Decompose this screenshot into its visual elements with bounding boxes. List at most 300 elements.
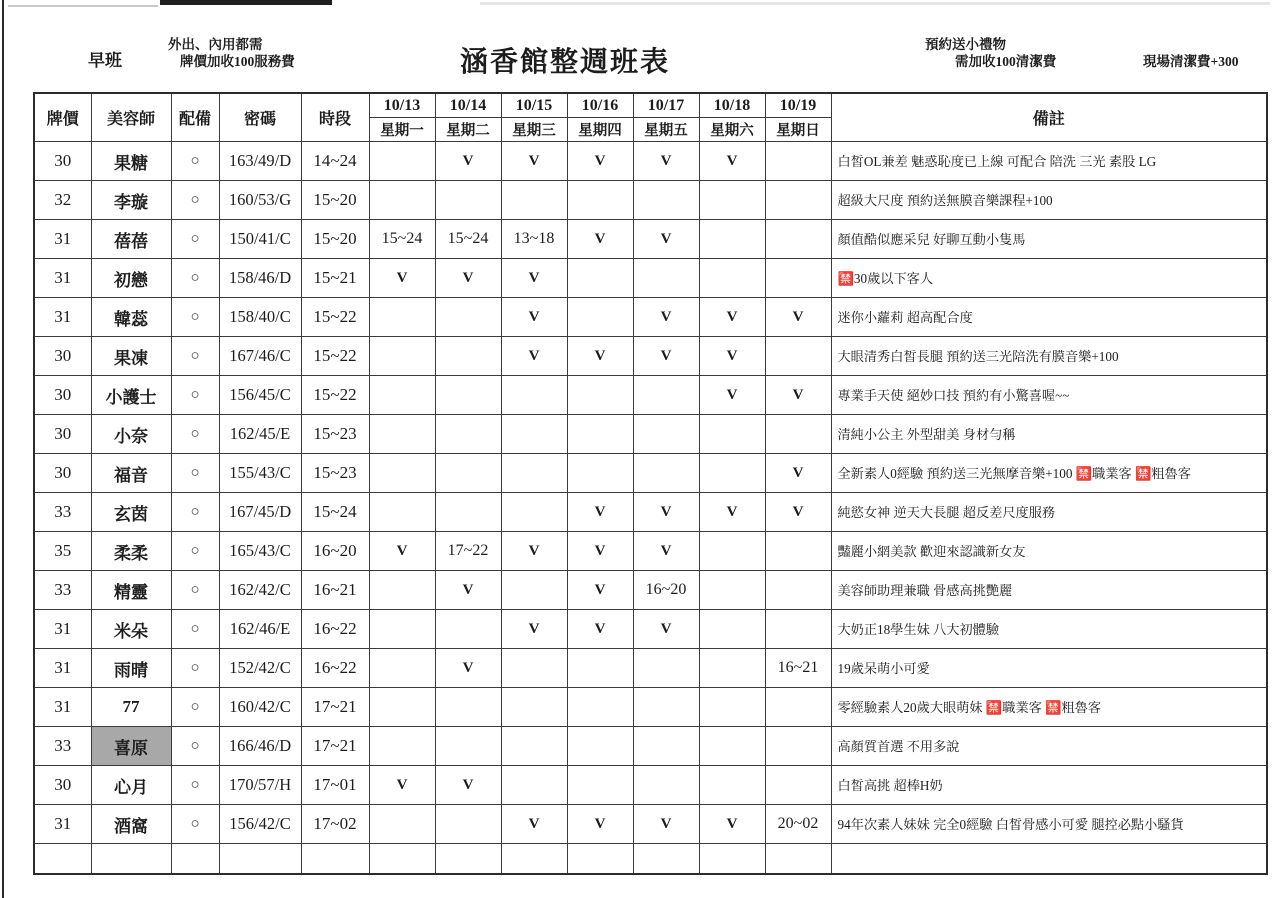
equipment-circle-cell: ○: [171, 493, 219, 532]
hours-cell: 17~01: [301, 766, 369, 805]
weekday-header: 星期四: [567, 118, 633, 142]
equipment-circle-cell: ○: [171, 649, 219, 688]
hours-cell: 16~20: [301, 532, 369, 571]
schedule-cell: 15~24: [435, 220, 501, 259]
beautician-name-cell: 喜原: [91, 727, 171, 766]
schedule-cell: [765, 688, 831, 727]
schedule-cell: [699, 688, 765, 727]
schedule-cell: [633, 727, 699, 766]
hours-cell: 15~23: [301, 454, 369, 493]
price-cell: 30: [34, 337, 91, 376]
equipment-circle-cell: ○: [171, 259, 219, 298]
hours-cell: 16~21: [301, 571, 369, 610]
schedule-cell: [369, 610, 435, 649]
beautician-name-cell: 韓蕊: [91, 298, 171, 337]
price-cell: [34, 844, 91, 874]
schedule-cell: [435, 415, 501, 454]
scan-artifact-dark: [160, 0, 332, 5]
table-row: [34, 493, 1267, 532]
hours-cell: 15~22: [301, 298, 369, 337]
schedule-cell: [699, 415, 765, 454]
schedule-cell: [501, 181, 567, 220]
hours-cell: 15~22: [301, 376, 369, 415]
schedule-cell: [633, 844, 699, 874]
price-cell: 30: [34, 376, 91, 415]
equipment-circle-cell: ○: [171, 220, 219, 259]
table-row: [34, 298, 1267, 337]
code-cell: 165/43/C: [219, 532, 301, 571]
service-fee-note-line2: 牌價加收100服務費: [180, 54, 295, 69]
schedule-cell: V: [765, 493, 831, 532]
beautician-name-cell: 果凍: [91, 337, 171, 376]
schedule-cell: [435, 298, 501, 337]
remark-cell: 迷你小蘿莉 超高配合度: [831, 298, 1267, 337]
remark-cell: 全新素人0經驗 預約送三光無摩音樂+100 🈲職業客 🈲粗魯客: [831, 454, 1267, 493]
hours-cell: 15~20: [301, 181, 369, 220]
schedule-cell: V: [567, 805, 633, 844]
remark-cell: 高顏質首選 不用多說: [831, 727, 1267, 766]
schedule-cell: [435, 844, 501, 874]
date-header: 10/15: [501, 93, 567, 118]
schedule-cell: V: [633, 337, 699, 376]
schedule-cell: [633, 415, 699, 454]
schedule-cell: [699, 649, 765, 688]
code-cell: 167/46/C: [219, 337, 301, 376]
schedule-cell: V: [567, 610, 633, 649]
code-cell: 162/45/E: [219, 415, 301, 454]
schedule-cell: V: [567, 142, 633, 181]
schedule-cell: [567, 298, 633, 337]
hours-cell: 15~20: [301, 220, 369, 259]
schedule-cell: [567, 454, 633, 493]
scan-artifact-light: [8, 5, 158, 7]
schedule-cell: [501, 493, 567, 532]
price-cell: 33: [34, 493, 91, 532]
schedule-cell: V: [633, 220, 699, 259]
schedule-cell: V: [699, 142, 765, 181]
remark-cell: 白皙高挑 超棒H奶: [831, 766, 1267, 805]
schedule-cell: [699, 220, 765, 259]
onsite-cleaning-fee-note: 現場清潔費+300: [1143, 54, 1239, 69]
schedule-cell: [633, 649, 699, 688]
schedule-cell: [567, 181, 633, 220]
schedule-cell: [369, 376, 435, 415]
schedule-cell: V: [501, 337, 567, 376]
code-cell: 160/53/G: [219, 181, 301, 220]
schedule-cell: [435, 727, 501, 766]
schedule-cell: [699, 727, 765, 766]
code-cell: 155/43/C: [219, 454, 301, 493]
code-cell: 167/45/D: [219, 493, 301, 532]
remark-cell: 🈲30歲以下客人: [831, 259, 1267, 298]
beautician-name-cell: 果糖: [91, 142, 171, 181]
beautician-name-cell: 小奈: [91, 415, 171, 454]
equipment-circle-cell: ○: [171, 610, 219, 649]
table-row: [34, 571, 1267, 610]
price-cell: 32: [34, 181, 91, 220]
schedule-cell: [567, 259, 633, 298]
beautician-name-cell: 雨晴: [91, 649, 171, 688]
beautician-name-cell: 77: [91, 688, 171, 727]
table-row: [34, 415, 1267, 454]
page-left-border: [2, 0, 4, 898]
schedule-cell: 20~02: [765, 805, 831, 844]
hours-cell: 15~23: [301, 415, 369, 454]
schedule-cell: [567, 376, 633, 415]
schedule-cell: [699, 181, 765, 220]
schedule-cell: [369, 727, 435, 766]
schedule-cell: [765, 610, 831, 649]
date-header: 10/17: [633, 93, 699, 118]
schedule-cell: V: [567, 571, 633, 610]
equipment-circle-cell: ○: [171, 181, 219, 220]
schedule-cell: [633, 688, 699, 727]
hours-cell: 17~02: [301, 805, 369, 844]
schedule-cell: 13~18: [501, 220, 567, 259]
equipment-circle-cell: ○: [171, 727, 219, 766]
equipment-circle-cell: ○: [171, 298, 219, 337]
code-cell: [219, 844, 301, 874]
beautician-name-cell: 福音: [91, 454, 171, 493]
schedule-cell: [501, 649, 567, 688]
hours-cell: 16~22: [301, 610, 369, 649]
price-cell: 31: [34, 220, 91, 259]
equipment-circle-cell: ○: [171, 415, 219, 454]
hours-cell: [301, 844, 369, 874]
remark-cell: 專業手天使 絕妙口技 預約有小驚喜喔~~: [831, 376, 1267, 415]
schedule-cell: V: [369, 532, 435, 571]
schedule-cell: V: [699, 805, 765, 844]
schedule-cell: V: [633, 805, 699, 844]
beautician-name-cell: 小護士: [91, 376, 171, 415]
table-row: [34, 181, 1267, 220]
code-cell: 170/57/H: [219, 766, 301, 805]
remark-cell: 94年次素人妹妹 完全0經驗 白皙骨感小可愛 腿控必點小騷貨: [831, 805, 1267, 844]
schedule-cell: V: [435, 142, 501, 181]
hours-cell: 15~24: [301, 493, 369, 532]
code-cell: 156/42/C: [219, 805, 301, 844]
remark-cell: 零經驗素人20歲大眼萌妹 🈲職業客 🈲粗魯客: [831, 688, 1267, 727]
schedule-cell: [369, 337, 435, 376]
column-header-code: 密碼: [219, 93, 301, 142]
price-cell: 30: [34, 766, 91, 805]
schedule-cell: [369, 415, 435, 454]
remark-cell: 19歲呆萌小可愛: [831, 649, 1267, 688]
schedule-cell: V: [369, 766, 435, 805]
code-cell: 163/49/D: [219, 142, 301, 181]
beautician-name-cell: 柔柔: [91, 532, 171, 571]
schedule-cell: V: [435, 766, 501, 805]
code-cell: 166/46/D: [219, 727, 301, 766]
schedule-cell: [633, 454, 699, 493]
booking-gift-note-line2: 需加收100清潔費: [955, 54, 1057, 69]
table-row: [34, 220, 1267, 259]
schedule-cell: [699, 259, 765, 298]
hours-cell: 14~24: [301, 142, 369, 181]
schedule-cell: [369, 493, 435, 532]
schedule-cell: [765, 415, 831, 454]
remark-cell: 白皙OL兼差 魅惑恥度已上線 可配合 陪洗 三光 素股 LG: [831, 142, 1267, 181]
price-cell: 35: [34, 532, 91, 571]
weekday-header: 星期五: [633, 118, 699, 142]
schedule-cell: V: [501, 532, 567, 571]
table-row: [34, 454, 1267, 493]
schedule-cell: [567, 727, 633, 766]
beautician-name-cell: 酒窩: [91, 805, 171, 844]
beautician-name-cell: 精靈: [91, 571, 171, 610]
column-header-hours: 時段: [301, 93, 369, 142]
schedule-cell: [699, 766, 765, 805]
schedule-cell: [633, 766, 699, 805]
schedule-cell: [567, 649, 633, 688]
schedule-cell: V: [699, 493, 765, 532]
schedule-cell: [699, 610, 765, 649]
table-row: [34, 727, 1267, 766]
schedule-cell: V: [765, 376, 831, 415]
schedule-cell: [765, 844, 831, 874]
schedule-cell: V: [567, 220, 633, 259]
schedule-cell: [765, 571, 831, 610]
scan-artifact-smudge: [480, 2, 1270, 5]
remark-cell: 顏值酷似應采兒 好聊互動小隻馬: [831, 220, 1267, 259]
schedule-cell: [633, 376, 699, 415]
schedule-cell: [435, 805, 501, 844]
table-row: [34, 610, 1267, 649]
weekday-header: 星期二: [435, 118, 501, 142]
schedule-cell: V: [501, 805, 567, 844]
beautician-name-cell: 蓓蓓: [91, 220, 171, 259]
schedule-cell: [369, 298, 435, 337]
table-row: [34, 649, 1267, 688]
schedule-cell: [369, 688, 435, 727]
code-cell: 160/42/C: [219, 688, 301, 727]
schedule-cell: [435, 610, 501, 649]
schedule-cell: V: [369, 259, 435, 298]
equipment-circle-cell: ○: [171, 142, 219, 181]
schedule-cell: [699, 532, 765, 571]
schedule-cell: [765, 532, 831, 571]
equipment-circle-cell: ○: [171, 688, 219, 727]
schedule-cell: V: [633, 532, 699, 571]
schedule-cell: [633, 181, 699, 220]
code-cell: 156/45/C: [219, 376, 301, 415]
beautician-name-cell: 初戀: [91, 259, 171, 298]
schedule-cell: V: [633, 298, 699, 337]
table-row: [34, 688, 1267, 727]
equipment-circle-cell: ○: [171, 337, 219, 376]
schedule-cell: [501, 376, 567, 415]
schedule-table: [33, 92, 1268, 875]
schedule-cell: [567, 415, 633, 454]
price-cell: 33: [34, 727, 91, 766]
code-cell: 162/42/C: [219, 571, 301, 610]
schedule-cell: [501, 688, 567, 727]
hours-cell: 15~21: [301, 259, 369, 298]
date-header: 10/14: [435, 93, 501, 118]
schedule-cell: [435, 337, 501, 376]
schedule-cell: V: [633, 493, 699, 532]
schedule-cell: [435, 493, 501, 532]
schedule-cell: [699, 844, 765, 874]
schedule-cell: [501, 844, 567, 874]
schedule-cell: V: [633, 610, 699, 649]
schedule-cell: 16~21: [765, 649, 831, 688]
schedule-cell: [765, 142, 831, 181]
table-row: [34, 337, 1267, 376]
schedule-cell: 17~22: [435, 532, 501, 571]
schedule-cell: [765, 220, 831, 259]
column-header-equipment: 配備: [171, 93, 219, 142]
equipment-circle-cell: ○: [171, 532, 219, 571]
column-header-remark: 備註: [831, 93, 1267, 142]
schedule-cell: [699, 454, 765, 493]
beautician-name-cell: [91, 844, 171, 874]
remark-cell: 清純小公主 外型甜美 身材勻稱: [831, 415, 1267, 454]
schedule-cell: V: [435, 649, 501, 688]
code-cell: 152/42/C: [219, 649, 301, 688]
schedule-cell: V: [765, 454, 831, 493]
price-cell: 31: [34, 610, 91, 649]
equipment-circle-cell: ○: [171, 454, 219, 493]
date-header: 10/13: [369, 93, 435, 118]
code-cell: 150/41/C: [219, 220, 301, 259]
table-row: [34, 766, 1267, 805]
remark-cell: 超級大尺度 預約送無膜音樂課程+100: [831, 181, 1267, 220]
table-row: [34, 142, 1267, 181]
price-cell: 30: [34, 454, 91, 493]
schedule-cell: [369, 454, 435, 493]
price-cell: 31: [34, 298, 91, 337]
shift-label: 早班: [88, 51, 122, 70]
schedule-cell: [369, 181, 435, 220]
schedule-cell: V: [633, 142, 699, 181]
beautician-name-cell: 玄茵: [91, 493, 171, 532]
schedule-cell: V: [501, 259, 567, 298]
table-row: [34, 376, 1267, 415]
schedule-cell: [435, 454, 501, 493]
weekday-header: 星期六: [699, 118, 765, 142]
price-cell: 31: [34, 649, 91, 688]
remark-cell: [831, 844, 1267, 874]
schedule-cell: [369, 142, 435, 181]
schedule-cell: [501, 415, 567, 454]
column-header-beautician: 美容師: [91, 93, 171, 142]
remark-cell: 豔麗小網美款 歡迎來認識新女友: [831, 532, 1267, 571]
schedule-cell: [765, 259, 831, 298]
schedule-cell: [501, 571, 567, 610]
code-cell: 158/40/C: [219, 298, 301, 337]
hours-cell: 15~22: [301, 337, 369, 376]
weekday-header: 星期三: [501, 118, 567, 142]
schedule-cell: [435, 181, 501, 220]
equipment-circle-cell: ○: [171, 376, 219, 415]
schedule-cell: [567, 844, 633, 874]
price-cell: 33: [34, 571, 91, 610]
schedule-cell: [501, 766, 567, 805]
schedule-cell: V: [699, 337, 765, 376]
beautician-name-cell: 米朵: [91, 610, 171, 649]
beautician-name-cell: 心月: [91, 766, 171, 805]
schedule-cell: [435, 688, 501, 727]
column-header-price: 牌價: [34, 93, 91, 142]
schedule-cell: [765, 766, 831, 805]
hours-cell: 17~21: [301, 688, 369, 727]
date-header: 10/16: [567, 93, 633, 118]
schedule-cell: [501, 454, 567, 493]
schedule-cell: V: [435, 259, 501, 298]
schedule-cell: V: [567, 337, 633, 376]
service-fee-note: [168, 36, 295, 70]
schedule-cell: [501, 727, 567, 766]
schedule-cell: [369, 571, 435, 610]
schedule-cell: V: [699, 376, 765, 415]
price-cell: 30: [34, 415, 91, 454]
equipment-circle-cell: ○: [171, 571, 219, 610]
booking-gift-note: [925, 36, 1056, 70]
booking-gift-note-line1: 預約送小禮物: [925, 37, 1006, 52]
schedule-cell: V: [435, 571, 501, 610]
price-cell: 31: [34, 805, 91, 844]
schedule-cell: [369, 805, 435, 844]
schedule-cell: [567, 688, 633, 727]
table-row: [34, 532, 1267, 571]
remark-cell: 美容師助理兼職 骨感高挑艷麗: [831, 571, 1267, 610]
schedule-cell: [765, 337, 831, 376]
schedule-cell: V: [765, 298, 831, 337]
equipment-circle-cell: ○: [171, 805, 219, 844]
weekday-header: 星期日: [765, 118, 831, 142]
schedule-cell: [369, 844, 435, 874]
remark-cell: 大眼清秀白皙長腿 預約送三光陪洗有膜音樂+100: [831, 337, 1267, 376]
hours-cell: 16~22: [301, 649, 369, 688]
schedule-cell: V: [501, 298, 567, 337]
schedule-cell: [765, 181, 831, 220]
price-cell: 31: [34, 688, 91, 727]
schedule-cell: V: [699, 298, 765, 337]
table-row: [34, 805, 1267, 844]
schedule-cell: [567, 766, 633, 805]
schedule-cell: V: [501, 610, 567, 649]
price-cell: 30: [34, 142, 91, 181]
date-header: 10/18: [699, 93, 765, 118]
equipment-circle-cell: [171, 844, 219, 874]
schedule-cell: V: [567, 493, 633, 532]
schedule-cell: 16~20: [633, 571, 699, 610]
remark-cell: 純慾女神 逆天大長腿 超反差尺度服務: [831, 493, 1267, 532]
beautician-name-cell: 李璇: [91, 181, 171, 220]
schedule-cell: [633, 259, 699, 298]
code-cell: 162/46/E: [219, 610, 301, 649]
schedule-cell: 15~24: [369, 220, 435, 259]
schedule-cell: V: [501, 142, 567, 181]
schedule-cell: V: [567, 532, 633, 571]
schedule-cell: [435, 376, 501, 415]
table-row: [34, 844, 1267, 874]
equipment-circle-cell: ○: [171, 766, 219, 805]
hours-cell: 17~21: [301, 727, 369, 766]
date-header: 10/19: [765, 93, 831, 118]
page-title: 涵香館整週班表: [459, 47, 670, 78]
schedule-cell: [699, 571, 765, 610]
schedule-cell: [369, 649, 435, 688]
remark-cell: 大奶正18學生妹 八大初體驗: [831, 610, 1267, 649]
schedule-cell: [765, 727, 831, 766]
service-fee-note-line1: 外出、內用都需: [168, 37, 263, 52]
code-cell: 158/46/D: [219, 259, 301, 298]
price-cell: 31: [34, 259, 91, 298]
table-row: [34, 259, 1267, 298]
weekday-header: 星期一: [369, 118, 435, 142]
